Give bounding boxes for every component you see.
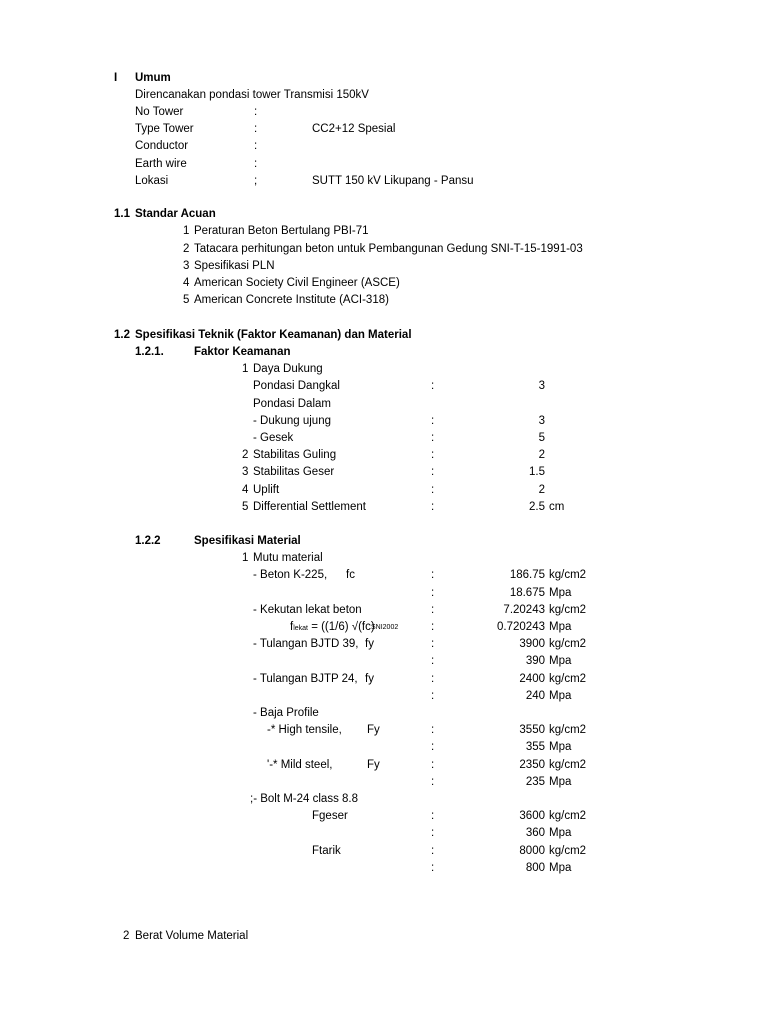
subsection-number: 1.2.2 — [135, 535, 161, 547]
list-number: 5 — [242, 501, 249, 513]
info-label: Conductor — [135, 140, 189, 152]
separator: : — [431, 690, 435, 702]
factor-label: Pondasi Dangkal — [253, 380, 340, 392]
list-item: Peraturan Beton Bertulang PBI-71 — [194, 225, 369, 237]
unit: kg/cm2 — [549, 724, 587, 736]
section-title: Berat Volume Material — [135, 930, 249, 942]
separator: : — [431, 621, 435, 633]
material-value: 3900 — [519, 638, 545, 650]
section-number: I — [114, 72, 118, 84]
unit: kg/cm2 — [549, 810, 587, 822]
material-symbol: Ftarik — [312, 845, 341, 857]
material-value: 3550 — [519, 724, 545, 736]
material-value: 360 — [525, 827, 545, 839]
material-value: 0.720243 — [497, 621, 545, 633]
section-number: 2 — [123, 930, 130, 942]
unit: Mpa — [549, 862, 572, 874]
material-label: - Kekutan lekat beton — [253, 604, 362, 616]
info-value: SUTT 150 kV Likupang - Pansu — [312, 175, 474, 187]
factor-value: 2.5 — [529, 501, 545, 513]
factor-value: 5 — [538, 432, 545, 444]
unit: kg/cm2 — [549, 759, 587, 771]
info-label: Earth wire — [135, 158, 187, 170]
material-label: - Tulangan BJTD 39, — [253, 638, 359, 650]
factor-label: - Dukung ujung — [253, 415, 331, 427]
unit: Mpa — [549, 621, 572, 633]
formula-symbol: f — [290, 621, 294, 633]
factor-value: 3 — [538, 380, 545, 392]
factor-value: 1.5 — [529, 466, 545, 478]
section-title: Spesifikasi Teknik (Faktor Keamanan) dan Material — [135, 329, 412, 341]
material-value: 18.675 — [509, 587, 545, 599]
material-symbol: Fy — [367, 724, 380, 736]
separator: ; — [254, 175, 258, 187]
material-symbol: fc — [346, 569, 355, 581]
description: Direncanakan pondasi tower Transmisi 150kV — [135, 89, 369, 101]
info-value: CC2+12 Spesial — [312, 123, 396, 135]
material-value: 2400 — [519, 673, 545, 685]
factor-value: 2 — [538, 449, 545, 461]
separator: : — [431, 827, 435, 839]
bond-formula — [290, 622, 375, 634]
material-heading: ;- Bolt M-24 class 8.8 — [250, 793, 359, 805]
material-label: - Beton K-225, — [253, 569, 328, 581]
formula-reference: SNI2002 — [371, 624, 399, 631]
section-title: Standar Acuan — [135, 208, 216, 220]
list-number: 2 — [183, 243, 190, 255]
material-symbol: fy — [365, 638, 374, 650]
unit: kg/cm2 — [549, 638, 587, 650]
section-number: 1.2 — [114, 329, 130, 341]
separator: : — [431, 810, 435, 822]
factor-value: 3 — [538, 415, 545, 427]
separator: : — [254, 123, 258, 135]
unit: Mpa — [549, 827, 572, 839]
list-number: 2 — [242, 449, 249, 461]
list-number: 5 — [183, 294, 190, 306]
section-number: 1.1 — [114, 208, 130, 220]
separator: : — [431, 569, 435, 581]
separator: : — [431, 449, 435, 461]
info-label: No Tower — [135, 106, 184, 118]
material-label: - Tulangan BJTP 24, — [253, 673, 358, 685]
material-value: 186.75 — [509, 569, 545, 581]
unit: kg/cm2 — [549, 673, 587, 685]
material-symbol: Fy — [367, 759, 380, 771]
material-value: 7.20243 — [503, 604, 545, 616]
separator: : — [431, 415, 435, 427]
list-number: 1 — [242, 552, 249, 564]
separator: : — [431, 501, 435, 513]
unit: Mpa — [549, 776, 572, 788]
material-value: 800 — [525, 862, 545, 874]
unit: Mpa — [549, 690, 572, 702]
factor-label: Stabilitas Guling — [253, 449, 337, 461]
factor-label: - Gesek — [253, 432, 294, 444]
formula-expression: = ((1/6) √(fc) — [308, 621, 375, 633]
factor-label: Differential Settlement — [253, 501, 366, 513]
material-symbol: Fgeser — [312, 810, 348, 822]
unit: Mpa — [549, 587, 572, 599]
separator: : — [431, 655, 435, 667]
list-item: American Society Civil Engineer (ASCE) — [194, 277, 400, 289]
material-value: 8000 — [519, 845, 545, 857]
separator: : — [431, 484, 435, 496]
separator: : — [431, 845, 435, 857]
unit: kg/cm2 — [549, 604, 587, 616]
list-number: 4 — [242, 484, 249, 496]
unit: kg/cm2 — [549, 569, 587, 581]
unit: Mpa — [549, 655, 572, 667]
material-value: 240 — [525, 690, 545, 702]
factor-label: Pondasi Dalam — [253, 398, 331, 410]
separator: : — [431, 741, 435, 753]
separator: : — [431, 759, 435, 771]
subsection-number: 1.2.1. — [135, 346, 164, 358]
subsection-title: Spesifikasi Material — [194, 535, 301, 547]
material-value: 390 — [525, 655, 545, 667]
list-number: 3 — [183, 260, 190, 272]
separator: : — [254, 140, 258, 152]
separator: : — [431, 776, 435, 788]
section-title: Umum — [135, 72, 171, 84]
factor-label: Uplift — [253, 484, 280, 496]
material-symbol: fy — [365, 673, 374, 685]
factor-label: Daya Dukung — [253, 363, 323, 375]
separator: : — [431, 466, 435, 478]
separator: : — [431, 673, 435, 685]
subsection-title: Faktor Keamanan — [194, 346, 291, 358]
formula-subscript: lekat — [293, 625, 308, 632]
factor-label: Stabilitas Geser — [253, 466, 335, 478]
unit: kg/cm2 — [549, 845, 587, 857]
material-value: 2350 — [519, 759, 545, 771]
info-label: Type Tower — [135, 123, 194, 135]
separator: : — [254, 158, 258, 170]
info-label: Lokasi — [135, 175, 169, 187]
list-item: Tatacara perhitungan beton untuk Pembangunan Gedung SNI-T-15-1991-03 — [194, 243, 583, 255]
material-value: 3600 — [519, 810, 545, 822]
material-label: -* High tensile, — [267, 724, 342, 736]
material-value: 235 — [525, 776, 545, 788]
list-item: Spesifikasi PLN — [194, 260, 275, 272]
material-heading: Mutu material — [253, 552, 323, 564]
material-heading: - Baja Profile — [253, 707, 319, 719]
separator: : — [431, 724, 435, 736]
unit: cm — [549, 501, 565, 513]
list-number: 3 — [242, 466, 249, 478]
separator: : — [431, 638, 435, 650]
material-value: 355 — [525, 741, 545, 753]
list-number: 1 — [242, 363, 249, 375]
list-number: 4 — [183, 277, 190, 289]
separator: : — [254, 106, 258, 118]
material-label: '-* Mild steel, — [267, 759, 333, 771]
factor-value: 2 — [538, 484, 545, 496]
separator: : — [431, 604, 435, 616]
separator: : — [431, 862, 435, 874]
separator: : — [431, 380, 435, 392]
separator: : — [431, 432, 435, 444]
list-number: 1 — [183, 225, 190, 237]
list-item: American Concrete Institute (ACI-318) — [194, 294, 389, 306]
unit: Mpa — [549, 741, 572, 753]
separator: : — [431, 587, 435, 599]
